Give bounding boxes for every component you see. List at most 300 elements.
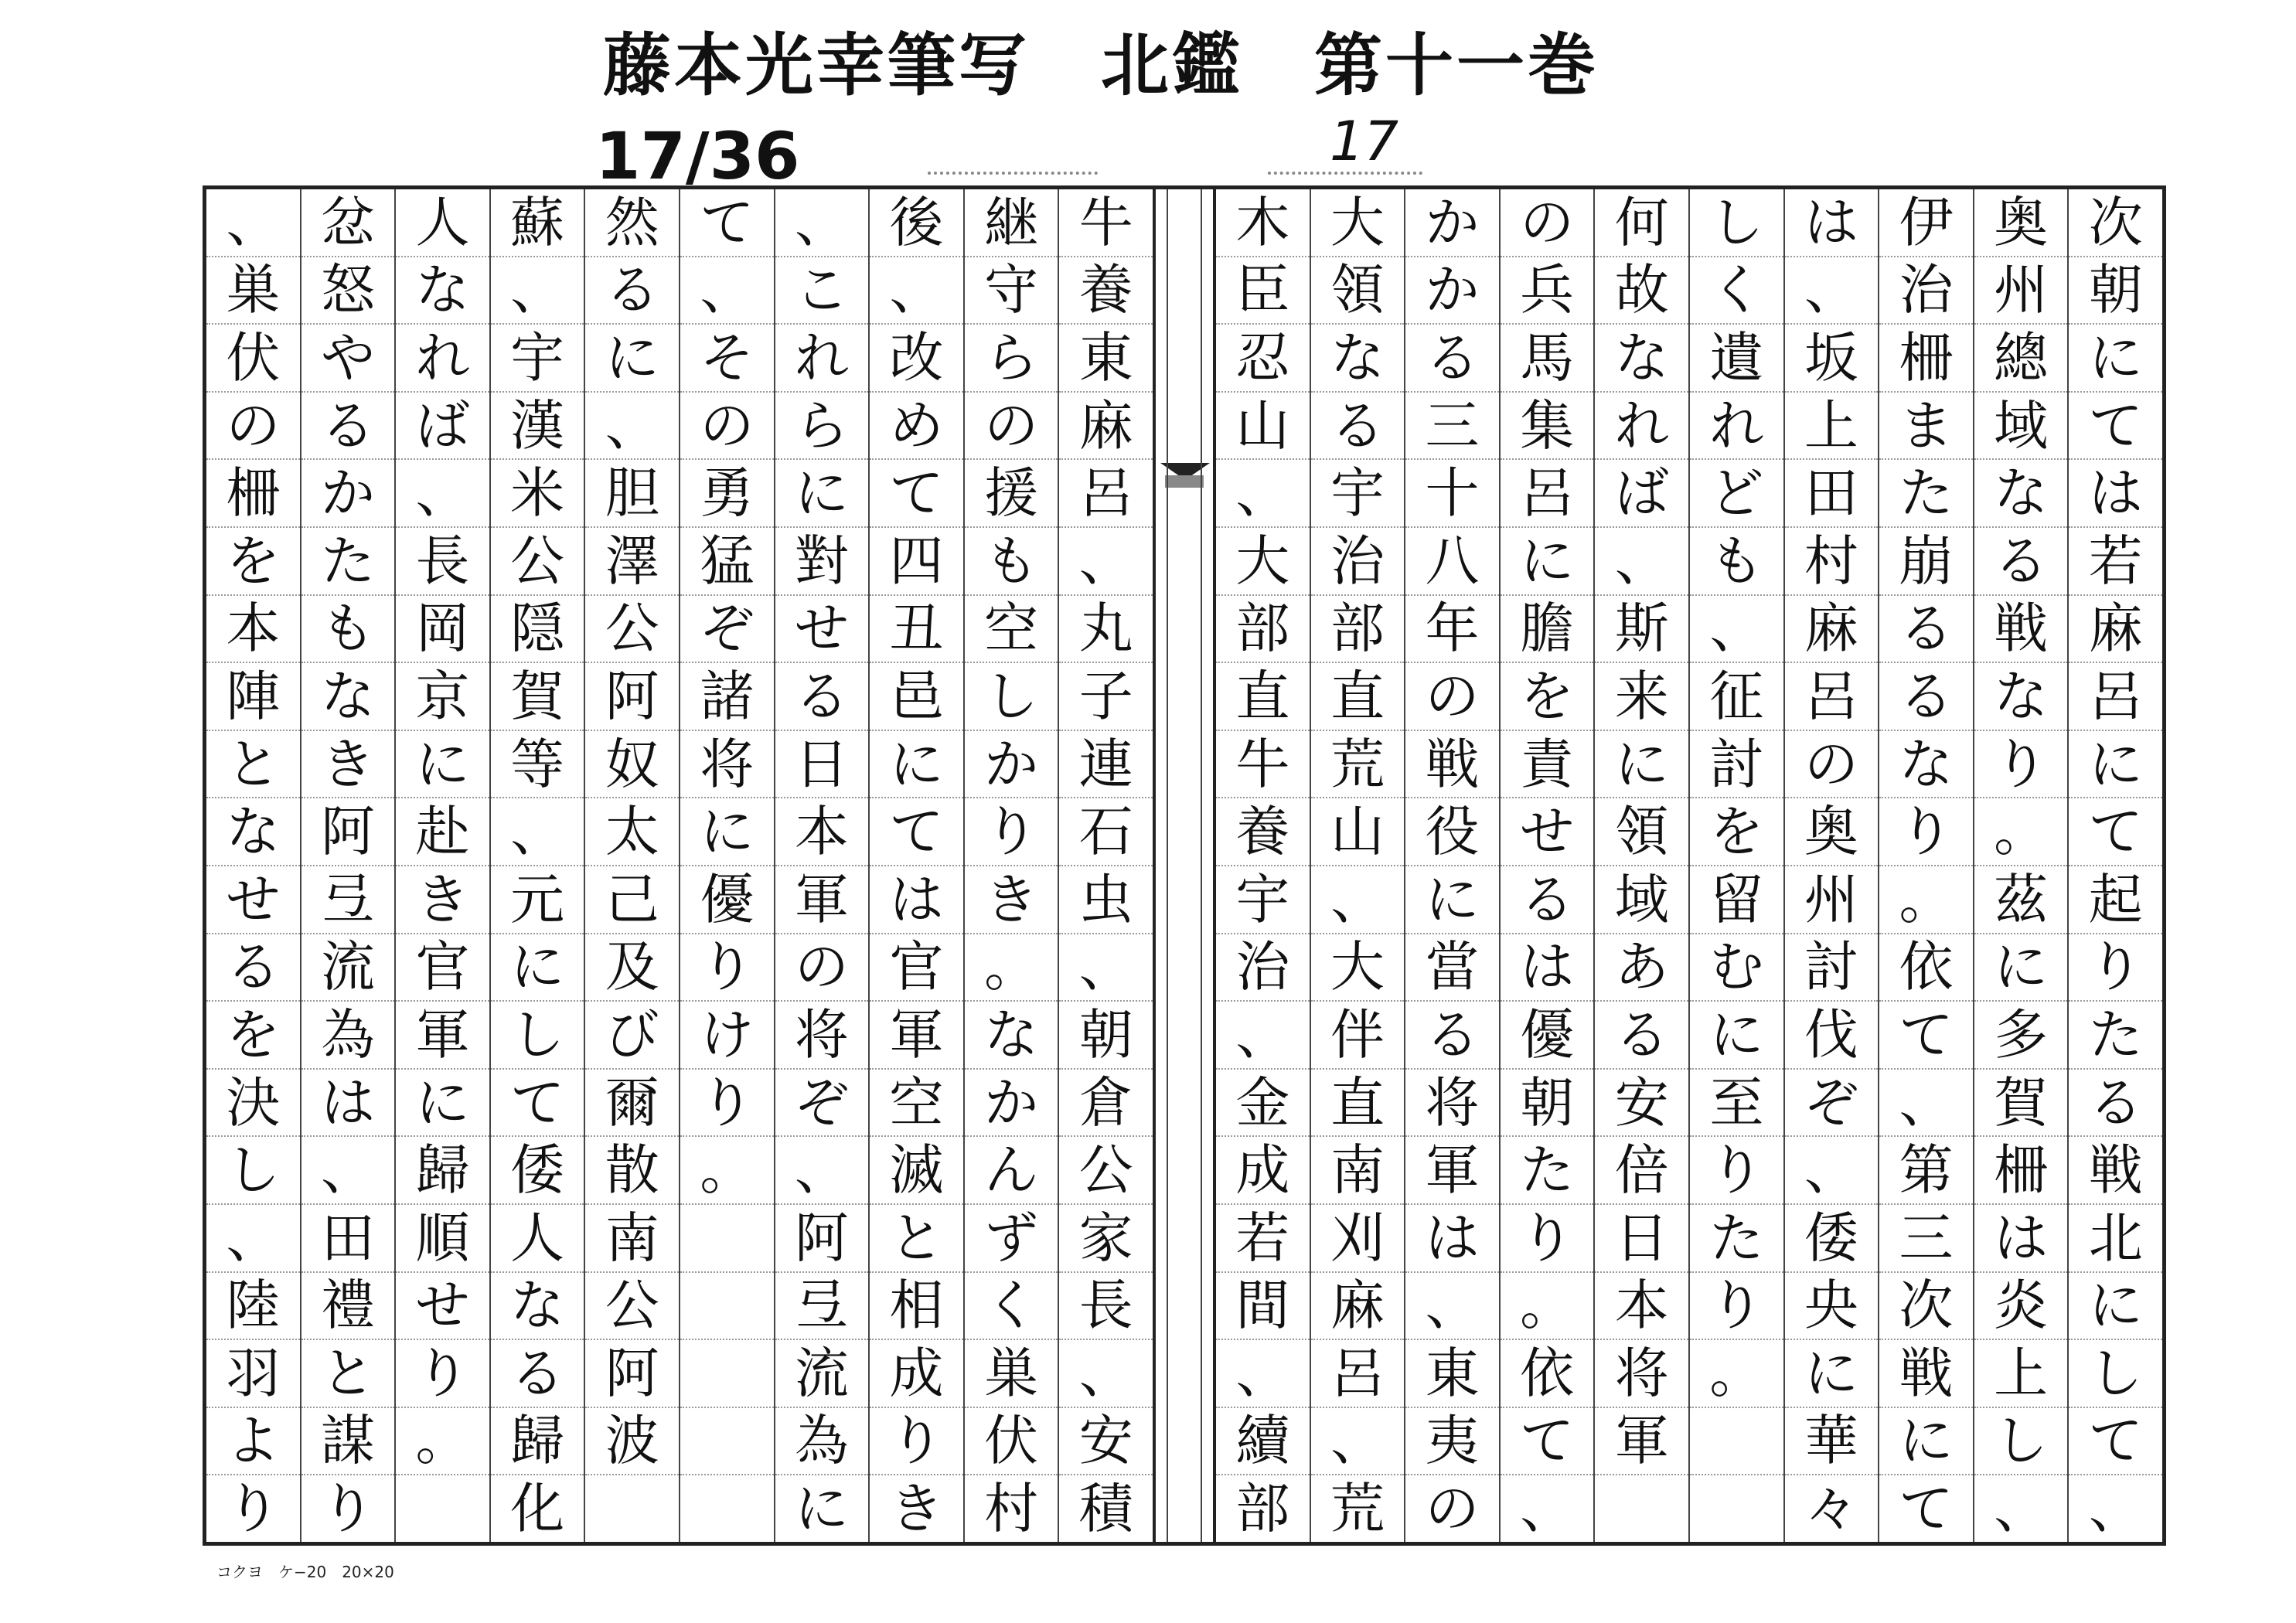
manuscript-cell: 臣 (1216, 257, 1310, 325)
manuscript-cell: な (301, 663, 395, 731)
manuscript-cell: 陣 (206, 663, 300, 731)
manuscript-cell: 宇 (1311, 460, 1405, 528)
manuscript-cell: に (775, 460, 869, 528)
manuscript-cell: 米 (491, 460, 584, 528)
manuscript-cell: ど (1690, 460, 1783, 528)
manuscript-cell: る (1501, 866, 1594, 934)
manuscript-cell: 決 (206, 1070, 300, 1138)
manuscript-cell: き (965, 866, 1058, 934)
manuscript-column (963, 189, 1058, 1542)
manuscript-cell: 夷 (1405, 1408, 1499, 1476)
manuscript-cell: 、 (206, 1205, 300, 1273)
manuscript-right-half (1216, 189, 2162, 1542)
manuscript-cell: 養 (1216, 798, 1310, 866)
manuscript-cell: 部 (1235, 1477, 1290, 1541)
manuscript-left-half (206, 189, 1153, 1542)
gutter-line (1201, 189, 1202, 1542)
manuscript-cell: 炎 (1974, 1273, 2068, 1341)
manuscript-cell: た (301, 528, 395, 596)
manuscript-cell: な (206, 798, 300, 866)
manuscript-cell: 将 (1595, 1340, 1688, 1408)
manuscript-cell: 子 (1059, 663, 1153, 731)
manuscript-cell: め (870, 393, 963, 461)
manuscript-cell: に (1501, 528, 1594, 596)
manuscript-cell: 為 (775, 1408, 869, 1476)
manuscript-cell: 、 (1311, 1408, 1405, 1476)
manuscript-cell: 邑 (870, 663, 963, 731)
manuscript-cell: ば (1595, 460, 1688, 528)
manuscript-cell: 治 (1311, 528, 1405, 596)
manuscript-cell: 長 (1059, 1273, 1153, 1341)
manuscript-cell: り (2069, 934, 2162, 1002)
manuscript-cell: る (585, 257, 679, 325)
gutter-line (1167, 189, 1168, 1542)
manuscript-cell: 伏 (206, 325, 300, 393)
manuscript-cell: 公 (1059, 1137, 1153, 1205)
manuscript-cell: 然 (585, 189, 679, 257)
manuscript-cell: 奥 (1974, 189, 2068, 257)
manuscript-cell: 。 (1974, 798, 2068, 866)
manuscript-cell: た (1690, 1205, 1783, 1273)
manuscript-cell: 成 (1216, 1137, 1310, 1205)
manuscript-cell: 蘇 (491, 189, 584, 257)
manuscript-cell: て (1899, 1477, 1954, 1541)
manuscript-cell: り (1690, 1273, 1783, 1341)
manuscript-cell: 羽 (206, 1340, 300, 1408)
manuscript-cell: 本 (206, 596, 300, 664)
binding-gutter (1153, 189, 1216, 1542)
manuscript-cell: 赴 (396, 798, 489, 866)
manuscript-cell: ぞ (680, 596, 774, 664)
manuscript-cell: 、 (206, 189, 300, 257)
manuscript-cell: 公 (491, 528, 584, 596)
manuscript-cell: 治 (1879, 257, 1973, 325)
manuscript-cell: 州 (1785, 866, 1879, 934)
manuscript-cell: 治 (1216, 934, 1310, 1002)
manuscript-cell: も (301, 596, 395, 664)
manuscript-column (1593, 189, 1688, 1542)
manuscript-cell: に (585, 325, 679, 393)
manuscript-cell: か (1405, 189, 1499, 257)
manuscript-cell: 麻 (1311, 1273, 1405, 1341)
manuscript-cell: に (870, 731, 963, 799)
manuscript-cell: 長 (396, 528, 489, 596)
manuscript-cell: 討 (1690, 731, 1783, 799)
manuscript-cell: 公 (585, 1273, 679, 1341)
manuscript-cell: 三 (1879, 1205, 1973, 1273)
manuscript-cell: け (680, 1002, 774, 1070)
manuscript-cell: む (1690, 934, 1783, 1002)
manuscript-cell: に (1785, 1340, 1879, 1408)
manuscript-cell: 々 (1804, 1477, 1858, 1541)
manuscript-cell: 討 (1785, 934, 1879, 1002)
manuscript-cell: る (1311, 393, 1405, 461)
manuscript-cell: 。 (1690, 1340, 1783, 1408)
manuscript-cell: ら (965, 325, 1058, 393)
manuscript-cell: ば (396, 393, 489, 461)
manuscript-cell: 軍 (1595, 1408, 1688, 1476)
manuscript-cell: り (1974, 731, 2068, 799)
manuscript-cell: は (870, 866, 963, 934)
manuscript-cell: 十 (1405, 460, 1499, 528)
manuscript-cell: 将 (1405, 1070, 1499, 1138)
manuscript-cell: の (775, 934, 869, 1002)
manuscript-cell: 軍 (1405, 1137, 1499, 1205)
manuscript-cell: 倉 (1059, 1070, 1153, 1138)
manuscript-cell: 山 (1216, 393, 1310, 461)
manuscript-cell: 、 (775, 1137, 869, 1205)
manuscript-cell: か (965, 1070, 1058, 1138)
manuscript-cell: 田 (1785, 460, 1879, 528)
manuscript-cell: 域 (1595, 866, 1688, 934)
manuscript-cell: 家 (1059, 1205, 1153, 1273)
document-title: 藤本光幸筆写 北鑑 第十一巻 (603, 25, 1599, 105)
manuscript-cell: 石 (1059, 798, 1153, 866)
manuscript-cell: 直 (1216, 663, 1310, 731)
manuscript-cell: 。 (680, 1137, 774, 1205)
manuscript-cell: 依 (1879, 934, 1973, 1002)
page-number: 17/36 (595, 118, 800, 194)
manuscript-cell: せ (775, 596, 869, 664)
manuscript-cell: 漢 (491, 393, 584, 461)
manuscript-cell: 賀 (491, 663, 584, 731)
manuscript-cell: て (2069, 1408, 2162, 1476)
manuscript-cell: 将 (775, 1002, 869, 1070)
manuscript-column (1878, 189, 1973, 1542)
manuscript-cell: り (965, 798, 1058, 866)
manuscript-cell: 荒 (1311, 731, 1405, 799)
manuscript-cell: 、 (1595, 528, 1688, 596)
manuscript-cell: 倭 (1785, 1205, 1879, 1273)
manuscript-cell: ぞ (775, 1070, 869, 1138)
manuscript-column (1499, 189, 1594, 1542)
manuscript-cell: 兵 (1501, 257, 1594, 325)
manuscript-column (1688, 189, 1783, 1542)
manuscript-cell: あ (1595, 934, 1688, 1002)
manuscript-cell: 依 (1501, 1340, 1594, 1408)
manuscript-cell: も (965, 528, 1058, 596)
manuscript-cell: を (1501, 663, 1594, 731)
manuscript-cell: は (1974, 1205, 2068, 1273)
manuscript-cell: 柵 (1879, 325, 1973, 393)
manuscript-cell: 、 (1690, 596, 1783, 664)
manuscript-cell: 八 (1405, 528, 1499, 596)
manuscript-cell: 流 (301, 934, 395, 1002)
manuscript-cell: は (1785, 189, 1879, 257)
manuscript-cell: 故 (1595, 257, 1688, 325)
manuscript-cell: り (1879, 798, 1973, 866)
manuscript-cell: 京 (396, 663, 489, 731)
manuscript-cell: り (680, 934, 774, 1002)
manuscript-cell (396, 1475, 489, 1542)
manuscript-cell: 年 (1405, 596, 1499, 664)
manuscript-cell: せ (396, 1273, 489, 1341)
manuscript-column (868, 189, 963, 1542)
manuscript-cell: 巣 (965, 1340, 1058, 1408)
manuscript-cell: 公 (585, 596, 679, 664)
manuscript-cell: 己 (585, 866, 679, 934)
manuscript-cell: 村 (984, 1477, 1039, 1541)
manuscript-cell: 援 (965, 460, 1058, 528)
manuscript-cell: 将 (680, 731, 774, 799)
manuscript-cell: 虫 (1059, 866, 1153, 934)
manuscript-cell: に (1974, 934, 2068, 1002)
manuscript-cell: 呂 (2069, 663, 2162, 731)
manuscript-cell: 麻 (1059, 393, 1153, 461)
manuscript-cell: 金 (1216, 1070, 1310, 1138)
manuscript-column (584, 189, 679, 1542)
manuscript-cell: る (206, 934, 300, 1002)
manuscript-cell: に (1879, 1408, 1973, 1476)
manuscript-cell: 及 (585, 934, 679, 1002)
manuscript-cell: な (1879, 731, 1973, 799)
manuscript-cell: 、 (1785, 1137, 1879, 1205)
manuscript-cell: 崩 (1879, 528, 1973, 596)
manuscript-cell: た (1879, 460, 1973, 528)
manuscript-cell: 、 (1520, 1477, 1575, 1541)
manuscript-cell: 遺 (1690, 325, 1783, 393)
manuscript-cell: に (1595, 731, 1688, 799)
page-dotted-line-right (1268, 172, 1422, 175)
manuscript-cell: な (1974, 460, 2068, 528)
manuscript-cell: く (965, 1273, 1058, 1341)
manuscript-cell: 空 (870, 1070, 963, 1138)
manuscript-cell: に (680, 798, 774, 866)
manuscript-cell: 呂 (1059, 460, 1153, 528)
manuscript-cell: き (889, 1477, 944, 1541)
manuscript-cell: 隠 (491, 596, 584, 664)
manuscript-cell: し (965, 663, 1058, 731)
manuscript-cell: 軍 (396, 1002, 489, 1070)
manuscript-cell: き (396, 866, 489, 934)
manuscript-cell: り (1690, 1137, 1783, 1205)
manuscript-column (1973, 189, 2068, 1542)
manuscript-cell: を (206, 1002, 300, 1070)
manuscript-cell: に (396, 731, 489, 799)
manuscript-cell: 官 (870, 934, 963, 1002)
manuscript-cell: は (301, 1070, 395, 1138)
manuscript-cell: 四 (870, 528, 963, 596)
manuscript-cell: を (1690, 798, 1783, 866)
fold-mark-shadow (1165, 475, 1204, 488)
manuscript-cell: 宇 (1216, 866, 1310, 934)
manuscript-cell: 續 (1216, 1408, 1310, 1476)
manuscript-cell: 直 (1311, 1070, 1405, 1138)
manuscript-cell: 南 (1311, 1137, 1405, 1205)
manuscript-cell: 胆 (585, 460, 679, 528)
manuscript-cell: 、 (396, 460, 489, 528)
manuscript-cell: こ (775, 257, 869, 325)
manuscript-cell: 留 (1690, 866, 1783, 934)
manuscript-cell (680, 1475, 774, 1542)
manuscript-cell: 伐 (1785, 1002, 1879, 1070)
manuscript-cell: か (965, 731, 1058, 799)
manuscript-cell: か (1405, 257, 1499, 325)
manuscript-cell: 多 (1974, 1002, 2068, 1070)
manuscript-cell: 領 (1311, 257, 1405, 325)
manuscript-cell: 三 (1405, 393, 1499, 461)
manuscript-cell: る (1974, 528, 2068, 596)
manuscript-column (489, 189, 584, 1542)
manuscript-cell: 戦 (1879, 1340, 1973, 1408)
manuscript-cell: る (301, 393, 395, 461)
manuscript-cell: ら (775, 393, 869, 461)
manuscript-cell (680, 1205, 774, 1273)
manuscript-cell: 北 (2069, 1205, 2162, 1273)
manuscript-cell: 柵 (1974, 1137, 2068, 1205)
manuscript-cell: 膽 (1501, 596, 1594, 664)
manuscript-cell: り (320, 1477, 375, 1541)
manuscript-column (1058, 189, 1153, 1542)
manuscript-cell: ず (965, 1205, 1058, 1273)
manuscript-cell: ぞ (1785, 1070, 1879, 1138)
manuscript-cell: て (1879, 1002, 1973, 1070)
manuscript-cell: 継 (965, 189, 1058, 257)
manuscript-cell: 本 (775, 798, 869, 866)
manuscript-cell: 呂 (1311, 1340, 1405, 1408)
manuscript-cell (680, 1273, 774, 1341)
manuscript-cell: 日 (1595, 1205, 1688, 1273)
manuscript-cell: 官 (396, 934, 489, 1002)
manuscript-cell: 阿 (585, 1340, 679, 1408)
manuscript-cell: 、 (1216, 1340, 1310, 1408)
manuscript-cell: せ (206, 866, 300, 934)
manuscript-cell: 、 (775, 189, 869, 257)
manuscript-cell: 朝 (2069, 257, 2162, 325)
manuscript-cell: 軍 (870, 1002, 963, 1070)
manuscript-cell: 相 (870, 1273, 963, 1341)
manuscript-cell: 諸 (680, 663, 774, 731)
manuscript-cell: る (491, 1340, 584, 1408)
manuscript-cell: な (396, 257, 489, 325)
manuscript-cell (1595, 1475, 1688, 1542)
manuscript-cell: に (2069, 1273, 2162, 1341)
manuscript-cell: し (2069, 1340, 2162, 1408)
manuscript-cell: 阿 (301, 798, 395, 866)
manuscript-cell: 本 (1595, 1273, 1688, 1341)
paper-brand-footer: コクヨ ケ−20 20×20 (216, 1563, 394, 1581)
manuscript-cell: 大 (1216, 528, 1310, 596)
manuscript-cell: 呂 (1501, 460, 1594, 528)
manuscript-cell: り (226, 1477, 281, 1541)
manuscript-cell: る (2069, 1070, 2162, 1138)
manuscript-column (394, 189, 489, 1542)
manuscript-cell: に (2069, 325, 2162, 393)
manuscript-cell: 伴 (1311, 1002, 1405, 1070)
manuscript-cell: 奥 (1785, 798, 1879, 866)
manuscript-cell: 柵 (206, 460, 300, 528)
manuscript-cell: び (585, 1002, 679, 1070)
manuscript-cell: 空 (965, 596, 1058, 664)
manuscript-cell: 至 (1690, 1070, 1783, 1138)
manuscript-cell: 巣 (206, 257, 300, 325)
manuscript-cell: 戦 (2069, 1137, 2162, 1205)
manuscript-cell: の (1405, 663, 1499, 731)
manuscript-cell: 牛 (1216, 731, 1310, 799)
manuscript-cell: 散 (585, 1137, 679, 1205)
manuscript-cell: の (1501, 189, 1594, 257)
manuscript-cell: 坂 (1785, 325, 1879, 393)
manuscript-cell: 茲 (1974, 866, 2068, 934)
manuscript-cell: 、 (1311, 866, 1405, 934)
manuscript-cell: 東 (1405, 1340, 1499, 1408)
manuscript-cell: 人 (491, 1205, 584, 1273)
manuscript-cell: て (2069, 798, 2162, 866)
manuscript-cell: る (1879, 596, 1973, 664)
manuscript-cell: 集 (1501, 393, 1594, 461)
manuscript-cell: 戦 (1974, 596, 2068, 664)
manuscript-cell: れ (1690, 393, 1783, 461)
manuscript-cell: り (1501, 1205, 1594, 1273)
manuscript-cell: ん (965, 1137, 1058, 1205)
manuscript-cell: 荒 (1330, 1477, 1385, 1541)
manuscript-cell (680, 1408, 774, 1476)
manuscript-cell: て (870, 798, 963, 866)
manuscript-cell: 弖 (775, 1273, 869, 1341)
manuscript-cell: に (2069, 731, 2162, 799)
manuscript-cell: 、 (1216, 1002, 1310, 1070)
manuscript-cell: 流 (775, 1340, 869, 1408)
manuscript-cell: 。 (965, 934, 1058, 1002)
manuscript-cell: 賀 (1974, 1070, 2068, 1138)
manuscript-cell: や (301, 325, 395, 393)
manuscript-cell: 牛 (1059, 189, 1153, 257)
manuscript-cell: 、 (1059, 934, 1153, 1002)
manuscript-column (679, 189, 774, 1542)
manuscript-cell: そ (680, 325, 774, 393)
manuscript-cell: 華 (1785, 1408, 1879, 1476)
manuscript-paper (203, 185, 2166, 1546)
manuscript-cell: 領 (1595, 798, 1688, 866)
manuscript-cell: 朝 (1059, 1002, 1153, 1070)
manuscript-cell: 、 (1994, 1477, 2049, 1541)
manuscript-cell: り (396, 1340, 489, 1408)
manuscript-cell: 猛 (680, 528, 774, 596)
manuscript-cell: 阿 (775, 1205, 869, 1273)
manuscript-cell: を (206, 528, 300, 596)
manuscript-cell: 、 (1405, 1273, 1499, 1341)
manuscript-cell: は (2069, 460, 2162, 528)
manuscript-cell: 爾 (585, 1070, 679, 1138)
manuscript-cell: の (1425, 1477, 1480, 1541)
manuscript-cell: な (1974, 663, 2068, 731)
manuscript-cell: 澤 (585, 528, 679, 596)
manuscript-cell: 。 (1501, 1273, 1594, 1341)
manuscript-cell: れ (1595, 393, 1688, 461)
manuscript-cell: 禮 (301, 1273, 395, 1341)
manuscript-cell: 、 (1059, 528, 1153, 596)
manuscript-cell: 何 (1595, 189, 1688, 257)
manuscript-cell: 大 (1311, 189, 1405, 257)
manuscript-column (1404, 189, 1499, 1542)
manuscript-cell: 丸 (1059, 596, 1153, 664)
manuscript-cell: 、 (1216, 460, 1310, 528)
manuscript-cell: て (491, 1070, 584, 1138)
manuscript-cell: 村 (1785, 528, 1879, 596)
manuscript-cell: 伊 (1879, 189, 1973, 257)
manuscript-cell: の (680, 393, 774, 461)
manuscript-column (1216, 189, 1310, 1542)
manuscript-cell: 歸 (396, 1137, 489, 1205)
manuscript-cell: て (2069, 393, 2162, 461)
manuscript-cell: 大 (1311, 934, 1405, 1002)
manuscript-cell: 陸 (206, 1273, 300, 1341)
manuscript-cell: も (1690, 528, 1783, 596)
manuscript-cell: ま (1879, 393, 1973, 461)
manuscript-cell: 總 (1974, 325, 2068, 393)
manuscript-cell: と (870, 1205, 963, 1273)
manuscript-cell: 對 (775, 528, 869, 596)
